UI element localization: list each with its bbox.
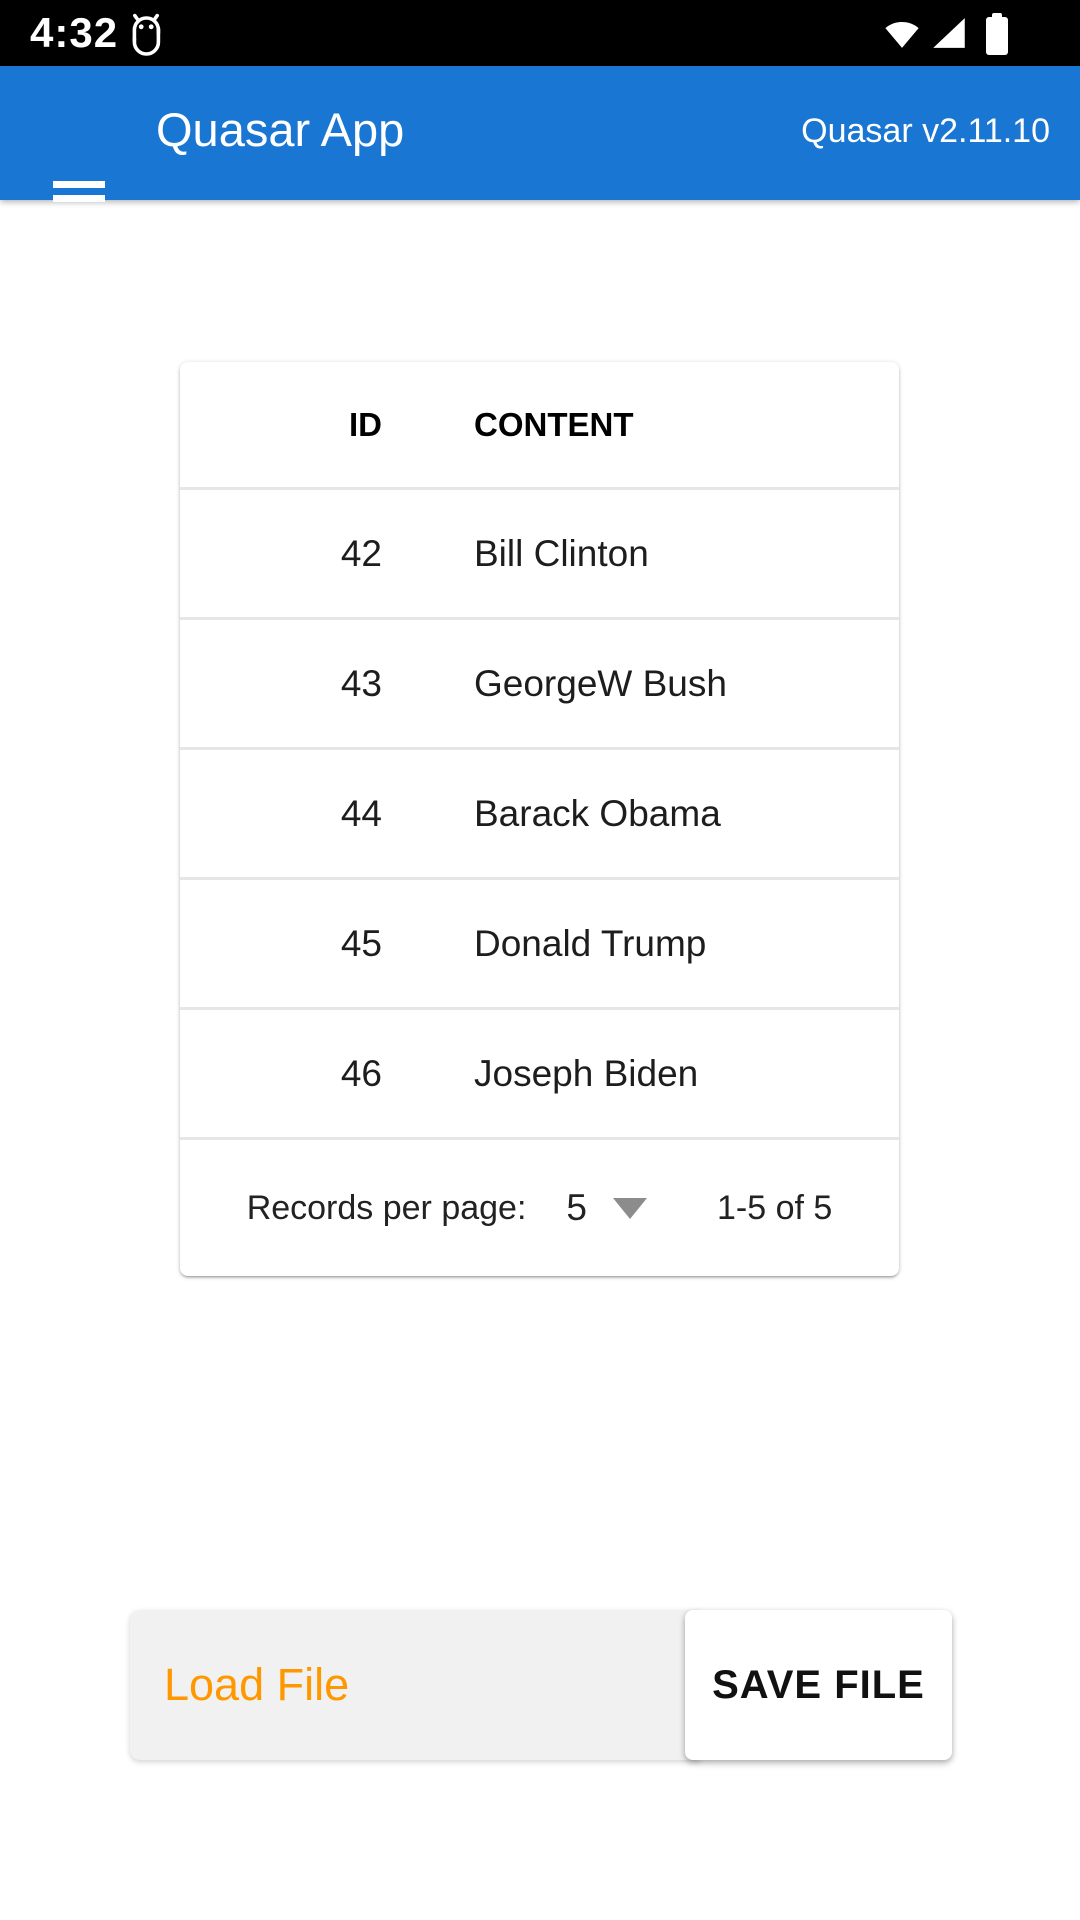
table-row xyxy=(180,880,899,1010)
cell-id: 45 xyxy=(340,922,382,964)
chevron-down-icon xyxy=(613,1198,647,1219)
cell-content: Joseph Biden xyxy=(474,1052,699,1094)
cell-id: 44 xyxy=(340,792,382,834)
cell-content: Barack Obama xyxy=(474,792,721,834)
app-title: Quasar App xyxy=(156,103,405,156)
table-row xyxy=(180,1010,899,1140)
pagination-range: 1-5 of 5 xyxy=(717,1188,833,1227)
load-file-input[interactable] xyxy=(130,1610,700,1760)
column-header-content: CONTENT xyxy=(474,405,634,443)
cell-id: 43 xyxy=(340,662,382,704)
column-header-id: ID xyxy=(349,405,382,443)
status-bar xyxy=(0,0,1080,66)
table-row xyxy=(180,620,899,750)
cell-id: 46 xyxy=(340,1052,382,1094)
records-per-page-label: Records per page: xyxy=(246,1188,527,1227)
cell-content: Donald Trump xyxy=(474,922,707,964)
bug-icon xyxy=(128,12,168,63)
pagination-bar xyxy=(180,1140,899,1276)
app-bar xyxy=(0,66,1080,200)
app-version: Quasar v2.11.10 xyxy=(801,112,1050,150)
table-row xyxy=(180,490,899,620)
load-file-label: Load File xyxy=(164,1659,350,1710)
wifi-icon xyxy=(881,12,923,59)
data-table-card xyxy=(180,362,899,1276)
rows-per-page-select[interactable] xyxy=(566,1187,647,1229)
save-file-button[interactable]: SAVE FILE xyxy=(685,1610,952,1760)
signal-icon xyxy=(928,12,970,59)
cell-content: Bill Clinton xyxy=(474,532,649,574)
clock: 4:32 xyxy=(30,9,119,56)
hamburger-menu-icon[interactable] xyxy=(53,181,105,217)
rows-per-page-value: 5 xyxy=(566,1187,587,1228)
battery-icon xyxy=(983,10,1011,63)
cell-id: 42 xyxy=(340,532,382,574)
cell-content: GeorgeW Bush xyxy=(474,662,727,704)
table-row xyxy=(180,750,899,880)
table-header-row xyxy=(180,362,899,490)
